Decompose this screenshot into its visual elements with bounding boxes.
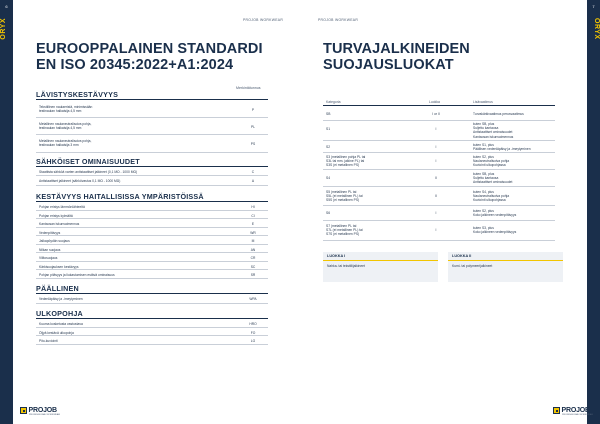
table-row	[36, 135, 268, 153]
table-row	[323, 107, 555, 121]
class-box-rule	[448, 260, 563, 261]
marking-column-header: Merkintätunnus	[236, 86, 261, 90]
row-label-line: testinaulan halkaisija 4,5 mm	[39, 126, 82, 131]
category-line: S5S (ei metallinen PS)	[326, 198, 360, 203]
row-label	[39, 122, 91, 130]
logo-subtext: PROFESSIONAL WORKWEAR	[29, 414, 60, 416]
additional-cell	[473, 190, 509, 203]
header-category: Kategoria	[326, 100, 341, 104]
additional-cell: Turvakärkivaatimus perusvaatimus	[473, 112, 524, 116]
additional-line: Koko jalkineen vedenpitävyys	[473, 230, 517, 235]
table-row	[36, 118, 268, 135]
table-row	[36, 319, 268, 328]
table-row	[323, 170, 555, 187]
additional-line: Päällisen vedenläpäisy ja -imeytyminen	[473, 146, 531, 151]
row-label: Viiltosuojaus	[39, 256, 58, 260]
additional-line: Naulaneutralisoiva pohja	[473, 159, 510, 164]
class-cell: II	[435, 176, 437, 180]
table-row	[36, 270, 268, 279]
row-label-line: Metallinen naulaneutralisoiva pohja,	[39, 139, 92, 143]
additional-line: Suljettu kantaosa	[473, 176, 499, 181]
row-label	[39, 139, 91, 147]
section-title-environment: KESTÄVYYS HAITALLISISSA YMPÄRISTÖISSÄ	[36, 192, 204, 201]
category-cell: S4	[326, 176, 331, 180]
table-row	[323, 153, 555, 170]
additional-cell	[473, 172, 512, 185]
table-row	[323, 121, 555, 141]
row-label	[39, 105, 92, 113]
category-cell: S1	[326, 127, 331, 131]
row-label-line: Metallinen naulaneutralisoiva pohja,	[39, 122, 92, 126]
left-page-header: PROJOB WORKWEAR	[243, 18, 284, 22]
additional-cell	[473, 209, 516, 217]
additional-cell	[473, 226, 516, 234]
category-cell: S2	[326, 145, 331, 149]
additional-line: kuten S4, plus	[473, 190, 494, 194]
additional-line: Antistaattiset ominaisuudet	[473, 180, 513, 185]
class-cell: I	[435, 145, 437, 149]
table-row	[36, 228, 268, 237]
category-line: S5L (ei metallinen PL) tai	[326, 194, 363, 199]
right-title-line2: SUOJAUSLUOKAT	[323, 57, 454, 73]
category-line: S7S (ei metallinen PS)	[326, 232, 360, 237]
table-row	[36, 202, 268, 211]
table-row	[36, 236, 268, 245]
additional-line: Kuviointi ulkopohjassa	[473, 163, 506, 168]
table-row	[36, 245, 268, 254]
category-cell: S6	[326, 211, 331, 215]
additional-line: Antistaattiset ominaisuudet	[473, 130, 513, 135]
additional-line: kuten S1, plus	[473, 142, 494, 147]
projob-mark-icon	[553, 407, 560, 414]
row-label-line: testinaulan halkaisija 3 mm	[39, 143, 79, 148]
class-box-one	[323, 252, 438, 282]
category-line: S5 (metallinen PL tai	[326, 190, 357, 194]
table-row	[36, 167, 268, 176]
additional-line: Suljettu kantaosa	[473, 126, 499, 131]
logo-text: PROJOB	[561, 407, 590, 414]
section-title-outsole: ULKOPOHJA	[36, 309, 83, 318]
row-label: Vedenpitävyys	[39, 230, 61, 235]
row-value: WPA	[249, 297, 257, 301]
additional-line: Kantaosan iskunvaimennus	[473, 134, 514, 139]
row-label-line: Tekstiilinen naulaeristä, minimissään	[39, 105, 93, 109]
right-title-line1: TURVAJALKINEIDEN	[323, 41, 470, 57]
row-label: Pito-kuviointi	[39, 339, 58, 343]
row-value: HRO	[249, 322, 257, 326]
row-label: Pohjan eristys kylmältä	[39, 213, 73, 218]
class-box-title: LUOKKA I	[327, 254, 346, 258]
category-line: S3S (ei metallinen PS)	[326, 163, 360, 168]
class-table-header	[323, 98, 555, 106]
row-label-line: testinaulan halkaisija 4,5 mm	[39, 109, 82, 114]
row-label: Kuuma kosketusta vastustava	[39, 322, 83, 326]
row-value: SR	[250, 273, 256, 277]
table-row	[36, 328, 268, 337]
class-box-title: LUOKKA II	[452, 254, 472, 258]
category-cell	[326, 190, 363, 203]
additional-line: Kuviointi ulkopohjassa	[473, 198, 506, 203]
additional-line: kuten S2, plus	[473, 155, 494, 159]
class-cell: I	[435, 159, 437, 163]
row-value: P	[251, 108, 255, 112]
additional-line: kuten SB, plus	[473, 172, 495, 176]
category-cell	[326, 224, 363, 237]
class-cell: II	[435, 194, 437, 198]
row-label: Pohjan pitävyys ja liukastumisen estävä ominaisuus	[39, 273, 115, 277]
category-line: S3L tai mm. jalkine PL) tai	[326, 159, 365, 164]
additional-cell	[473, 155, 509, 168]
row-value: CR	[250, 256, 256, 260]
row-value: AN	[250, 247, 256, 252]
row-value: PL	[250, 125, 256, 129]
additional-line: Koko jalkineen vedenpitävyys	[473, 213, 517, 218]
class-box-body: Nahka- tai tekstiilijalkineet	[327, 264, 365, 268]
class-cell: I or II	[432, 112, 440, 116]
row-value: CI	[251, 213, 255, 218]
left-page-number: 6	[5, 4, 8, 9]
header-additional: Lisävaatimus	[473, 100, 493, 104]
class-box-rule	[323, 260, 438, 261]
row-label: Staattista sähköä varten antistaattiset jalkineet (0,1 MΩ - 1000 MΩ)	[39, 170, 138, 174]
logo-subtext: PROFESSIONAL WORKWEAR	[562, 414, 593, 416]
row-value: WR	[250, 230, 256, 235]
category-cell	[326, 155, 365, 168]
category-line: S7L (ei metallinen PL) tai	[326, 228, 363, 233]
left-page-title	[36, 41, 276, 73]
additional-cell	[473, 143, 531, 151]
row-value: PS	[250, 142, 256, 146]
section-title-electrical: SÄHKÖISET OMINAISUUDET	[36, 157, 140, 166]
row-label: Kärkisuojauksen kestävyys	[39, 264, 79, 269]
projob-logo-right	[553, 406, 593, 416]
table-row	[323, 221, 555, 241]
right-spine-brand: ORYX	[593, 18, 600, 40]
class-cell: I	[435, 211, 437, 215]
left-spine	[0, 0, 13, 424]
right-spine	[587, 0, 600, 424]
row-value: HI	[251, 205, 255, 209]
table-row	[36, 211, 268, 220]
row-value: SC	[250, 264, 256, 269]
table-row	[36, 262, 268, 271]
table-row	[36, 336, 268, 345]
table-row	[36, 294, 268, 304]
right-page-header: PROJOB WORKWEAR	[318, 18, 359, 22]
projob-logo-left	[20, 406, 60, 416]
row-value: C	[251, 170, 255, 174]
row-value: M	[251, 239, 255, 243]
row-value: E	[251, 222, 255, 226]
category-line: S3 (metallinen pohja PL tai	[326, 155, 366, 159]
section-title-puncture: LÄVISTYSKESTÄVYYS	[36, 90, 119, 99]
category-line: S7 (metallinen PL tai	[326, 224, 357, 228]
additional-line: kuten SB, plus	[473, 122, 495, 126]
row-label: Kantaosan iskunvaimennus	[39, 222, 80, 226]
left-title-line2: EN ISO 20345:2022+A1:2024	[36, 57, 234, 73]
logo-text: PROJOB	[28, 407, 57, 414]
additional-line: kuten S3, plus	[473, 226, 494, 230]
row-label: Nilkan suojaus	[39, 247, 61, 252]
right-page-number: 7	[592, 4, 595, 9]
class-box-body: Kumi- tai polymeerijalkineet	[452, 264, 493, 268]
table-row	[323, 141, 555, 153]
left-title-line1: EUROOPPALAINEN STANDARDI	[36, 41, 263, 57]
table-row	[36, 253, 268, 262]
table-row	[36, 219, 268, 228]
header-class: Luokka	[429, 100, 440, 104]
additional-line: kuten S2, plus	[473, 209, 494, 213]
class-cell: I	[435, 228, 437, 232]
row-value: A	[251, 179, 255, 183]
table-row	[323, 187, 555, 206]
left-spine-brand: ORYX	[0, 18, 7, 40]
right-page-title	[323, 41, 523, 73]
class-box-two	[448, 252, 563, 282]
row-label: Jalkapöydän suojaus	[39, 239, 70, 243]
class-cell: I	[435, 127, 437, 131]
row-value: FO	[250, 330, 256, 335]
section-title-upper: PÄÄLLINEN	[36, 284, 79, 293]
additional-line: Naulaneutralisoiva pohja	[473, 194, 510, 199]
row-label: Antistaattiset jalkineet (sähkövastus 0,1 MΩ - 1000 MΩ)	[39, 179, 121, 183]
row-label: Öljyä kestävä ulkopohja	[39, 330, 74, 335]
projob-mark-icon	[20, 407, 27, 414]
table-row	[36, 176, 268, 186]
row-label: Pohjan eristys lämmönlähteeltä	[39, 205, 85, 209]
additional-cell	[473, 122, 513, 139]
table-row	[36, 100, 268, 118]
row-value: LG	[250, 339, 256, 343]
row-label: Vedenläpäisy ja -imeytyminen	[39, 297, 83, 301]
category-cell: SB	[326, 112, 331, 116]
table-row	[323, 206, 555, 221]
